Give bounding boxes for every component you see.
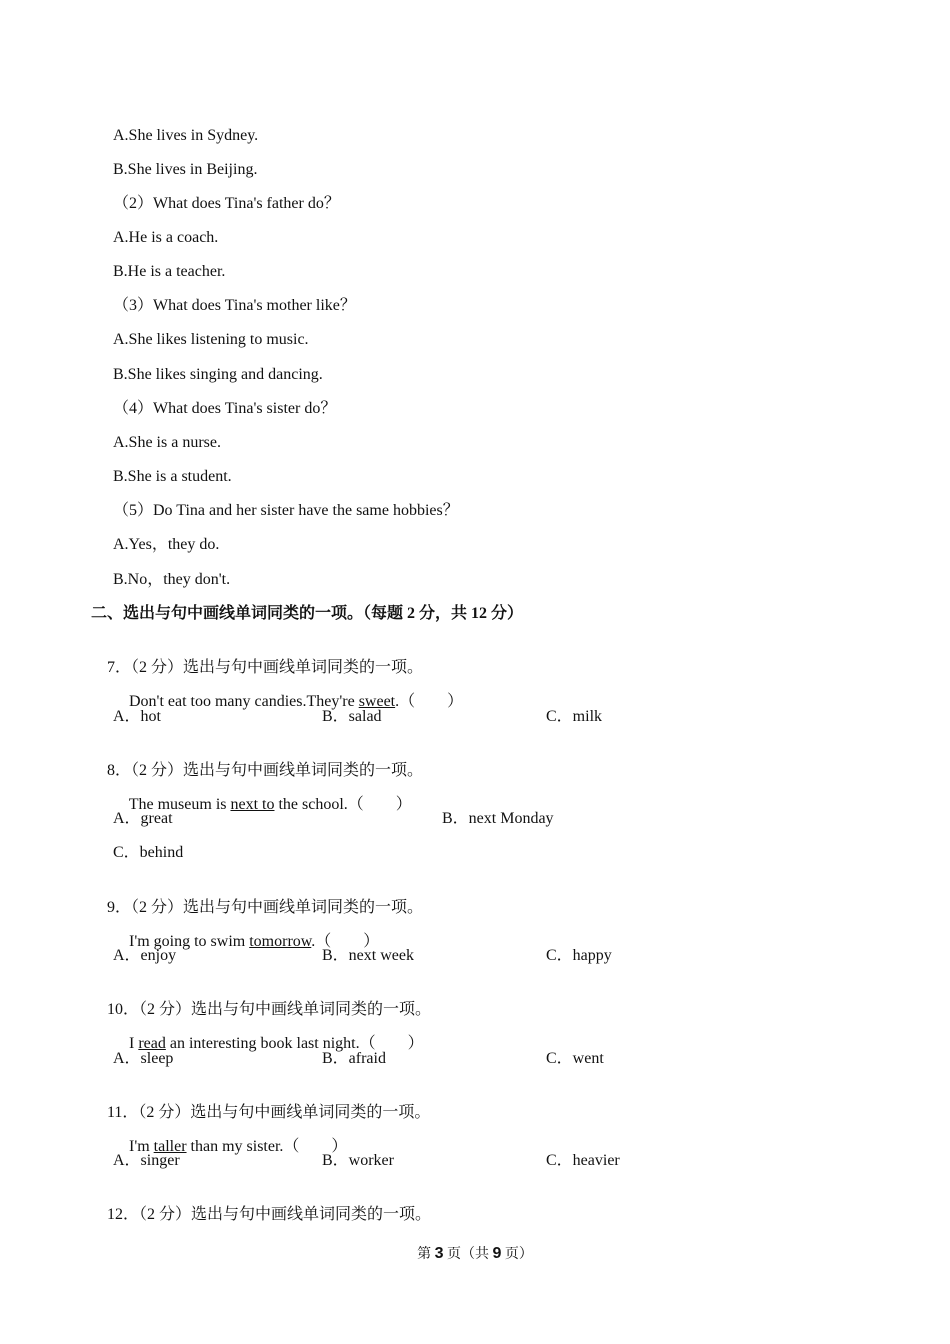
q7-option-a: A．hot: [113, 708, 162, 725]
question-instruction: （2 分）选出与句中画线单词同类的一项。: [139, 1206, 432, 1223]
q4-option-a: A.She is a nurse.: [113, 434, 221, 451]
sentence-post: .（ ）: [311, 933, 380, 950]
sentence-pre: I: [129, 1035, 139, 1052]
question-number: 12．: [107, 1206, 140, 1223]
total-page-number: 9: [492, 1245, 502, 1262]
sentence-post: .（ ）: [395, 693, 464, 710]
q5-option-b: B.No，they don't.: [113, 571, 231, 588]
question-number: 9．: [107, 899, 132, 916]
q1-option-b: B.She lives in Beijing.: [113, 161, 258, 178]
question-number: 7．: [107, 659, 132, 676]
question-7-sentence: [113, 672, 463, 732]
q3-prompt: （3）What does Tina's mother like？: [113, 297, 356, 314]
q8-option-a: A．great: [113, 810, 173, 827]
q7-option-c: C．milk: [546, 708, 603, 725]
sentence-post: an interesting book last night.（ ）: [165, 1035, 424, 1052]
sentence-pre: I'm: [129, 1138, 154, 1155]
question-instruction: （2 分）选出与句中画线单词同类的一项。: [131, 762, 424, 779]
q9-option-a: A．enjoy: [113, 947, 177, 964]
footer-middle: 页（共: [443, 1247, 493, 1262]
underlined-word: next to: [230, 796, 275, 813]
q2-prompt: （2）What does Tina's father do？: [113, 195, 340, 212]
q5-prompt: （5）Do Tina and her sister have the same hobbies？: [113, 502, 459, 519]
q5-option-a: A.Yes，they do.: [113, 536, 220, 553]
sentence-post: the school.（ ）: [274, 796, 412, 813]
question-instruction: （2 分）选出与句中画线单词同类的一项。: [131, 899, 424, 916]
q9-option-c: C．happy: [546, 947, 612, 964]
q11-option-c: C．heavier: [546, 1152, 620, 1169]
question-number: 11．: [107, 1104, 139, 1121]
question-number: 10．: [107, 1001, 140, 1018]
question-number: 8．: [107, 762, 132, 779]
underlined-word: sweet: [358, 693, 396, 710]
q7-option-b: B．salad: [322, 708, 382, 725]
question-12-header: [91, 1185, 431, 1245]
q2-option-a: A.He is a coach.: [113, 229, 219, 246]
sentence-pre: I'm going to swim: [129, 933, 250, 950]
q4-prompt: （4）What does Tina's sister do？: [113, 400, 337, 417]
page-footer: [0, 1244, 950, 1265]
question-instruction: （2 分）选出与句中画线单词同类的一项。: [138, 1104, 431, 1121]
underlined-word: taller: [153, 1138, 187, 1155]
current-page-number: 3: [434, 1245, 444, 1262]
q10-option-b: B．afraid: [322, 1050, 386, 1067]
q9-option-b: B．next week: [322, 947, 414, 964]
q2-option-b: B.He is a teacher.: [113, 263, 226, 280]
q1-option-a: A.She lives in Sydney.: [113, 127, 259, 144]
section-2-title: 二、选出与句中画线单词同类的一项。（每题 2 分，共 12 分）: [91, 605, 524, 622]
q4-option-b: B.She is a student.: [113, 468, 232, 485]
footer-suffix: 页）: [501, 1247, 533, 1262]
underlined-word: tomorrow: [249, 933, 312, 950]
question-instruction: （2 分）选出与句中画线单词同类的一项。: [131, 659, 424, 676]
q3-option-a: A.She likes listening to music.: [113, 331, 309, 348]
q3-option-b: B.She likes singing and dancing.: [113, 366, 323, 383]
q11-option-b: B．worker: [322, 1152, 394, 1169]
underlined-word: read: [138, 1035, 166, 1052]
footer-prefix: 第: [417, 1247, 435, 1262]
q10-option-c: C．went: [546, 1050, 604, 1067]
q11-option-a: A．singer: [113, 1152, 180, 1169]
sentence-post: than my sister.（ ）: [186, 1138, 348, 1155]
sentence-pre: Don't eat too many candies.They're: [129, 693, 359, 710]
q10-option-a: A．sleep: [113, 1050, 174, 1067]
q8-option-c: C．behind: [113, 844, 184, 861]
sentence-pre: The museum is: [128, 796, 231, 813]
q8-option-b: B．next Monday: [442, 810, 554, 827]
question-instruction: （2 分）选出与句中画线单词同类的一项。: [139, 1001, 432, 1018]
